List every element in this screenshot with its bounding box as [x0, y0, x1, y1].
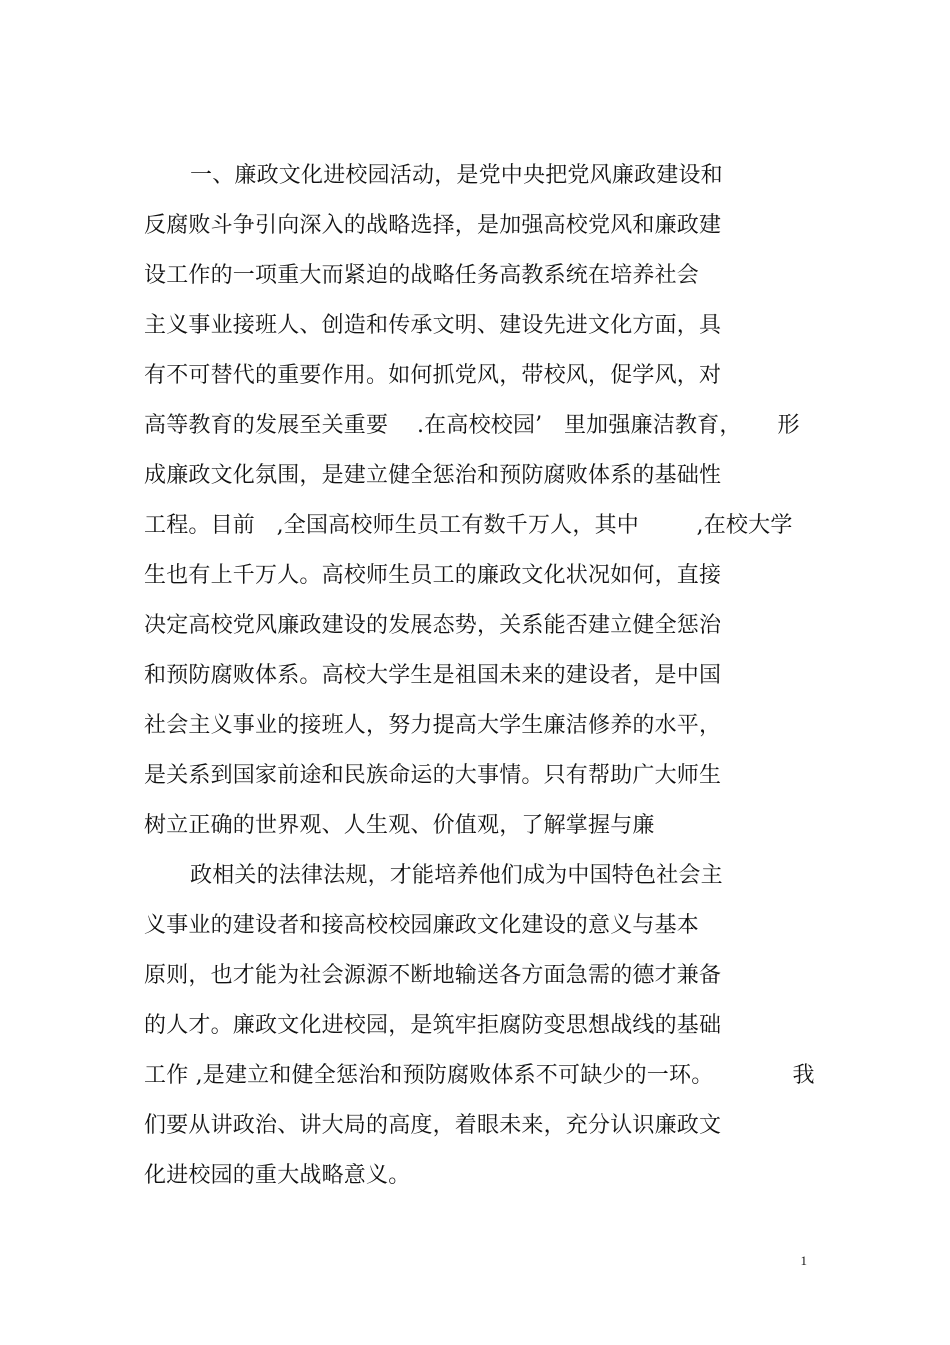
- text-line: 的人才。廉政文化进校园，是筑牢拒腐防变思想战线的基础: [144, 1013, 722, 1038]
- text-line: 一、廉政文化进校园活动，是党中央把党风廉政建设和: [190, 163, 723, 188]
- text-line: 成廉政文化氛围，是建立健全惩治和预防腐败体系的基础性: [144, 463, 722, 488]
- text-line: 生也有上千万人。高校师生员工的廉政文化状况如何，直接: [144, 563, 722, 588]
- text-line: 决定高校党风廉政建设的发展态势，关系能否建立健全惩治: [144, 613, 722, 638]
- text-line: 工程。目前 ,全国高校师生员工有数千万人，其中 ,在校大学: [144, 513, 793, 538]
- text-line: 工作 ,是建立和健全惩治和预防腐败体系不可缺少的一环。 我: [144, 1063, 815, 1088]
- page-number: 1: [800, 1253, 807, 1268]
- text-line: 设工作的一项重大而紧迫的战略任务高教系统在培养社会: [144, 263, 700, 288]
- text-line: 树立正确的世界观、人生观、价值观，了解掌握与廉: [144, 813, 655, 838]
- text-line: 反腐败斗争引向深入的战略选择，是加强高校党风和廉政建: [144, 213, 722, 238]
- text-line: 们要从讲政治、讲大局的高度，着眼未来，充分认识廉政文: [144, 1113, 722, 1138]
- text-line: 化进校园的重大战略意义。: [144, 1163, 411, 1188]
- text-line: 原则，也才能为社会源源不断地输送各方面急需的德才兼备: [144, 963, 722, 988]
- text-line: 高等教育的发展至关重要 .在高校校园’ 里加强廉洁教育， 形: [144, 413, 800, 438]
- text-line: 社会主义事业的接班人，努力提高大学生廉洁修养的水平，: [144, 713, 722, 738]
- text-line: 政相关的法律法规，才能培养他们成为中国特色社会主: [190, 863, 723, 888]
- text-line: 义事业的建设者和接高校校园廉政文化建设的意义与基本: [144, 913, 700, 938]
- text-line: 有不可替代的重要作用。如何抓党风，带校风，促学风，对: [144, 363, 722, 388]
- text-line: 是关系到国家前途和民族命运的大事情。只有帮助广大师生: [144, 763, 722, 788]
- text-line: 主义事业接班人、创造和传承文明、建设先进文化方面，具: [144, 313, 722, 338]
- text-line: 和预防腐败体系。高校大学生是祖国未来的建设者，是中国: [144, 663, 722, 688]
